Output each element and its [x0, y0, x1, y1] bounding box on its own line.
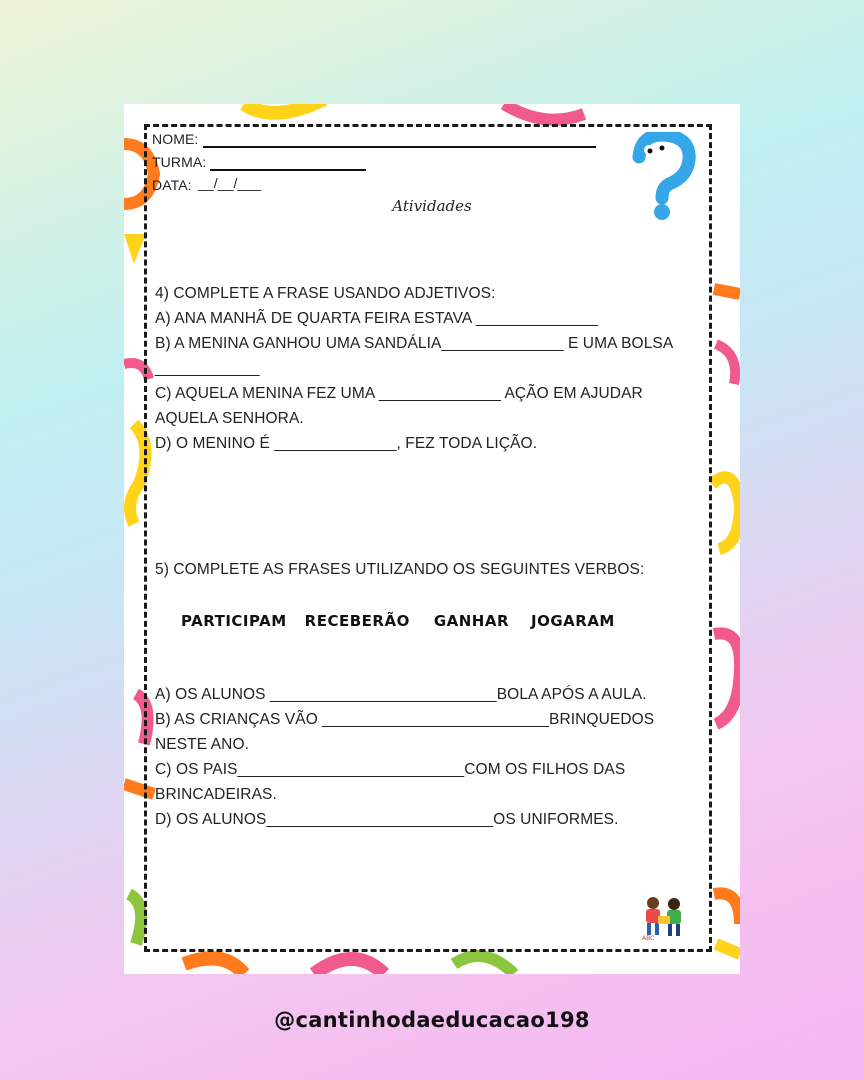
- q5-item-d: D) OS ALUNOS__________________________OS UNIFORMES.: [155, 811, 619, 828]
- class-label: TURMA:: [152, 154, 207, 170]
- q5-item-c-cont: BRINCADEIRAS.: [155, 786, 277, 803]
- verb-ganhar: GANHAR: [433, 612, 510, 630]
- social-handle[interactable]: @cantinhodaeducacao198: [274, 1008, 590, 1032]
- q4-item-d: D) O MENINO É ______________, FEZ TODA LIÇÃO.: [155, 435, 538, 452]
- q4-item-c: C) AQUELA MENINA FEZ UMA ______________ AÇÃO EM AJUDAR: [155, 385, 643, 402]
- kids-reading-icon: [640, 896, 688, 940]
- q5-prompt: 5) COMPLETE AS FRASES UTILIZANDO OS SEGUINTES VERBOS:: [155, 561, 645, 578]
- q5-item-b: B) AS CRIANÇAS VÃO __________________________BRINQUEDOS: [155, 711, 655, 728]
- q4-item-b: B) A MENINA GANHOU UMA SANDÁLIA______________ E UMA BOLSA: [155, 335, 674, 352]
- verb-participam: PARTICIPAM: [181, 612, 287, 630]
- q4-item-b-cont: ____________: [155, 360, 260, 377]
- svg-text:ABC: ABC: [642, 935, 655, 940]
- name-line[interactable]: [203, 146, 596, 148]
- worksheet-title: Atividades: [392, 197, 472, 215]
- date-label: DATA:: [152, 177, 192, 193]
- q5-item-c: C) OS PAIS__________________________COM OS FILHOS DAS: [155, 761, 626, 778]
- class-line[interactable]: [210, 169, 366, 171]
- q5-item-b-cont: NESTE ANO.: [155, 736, 250, 753]
- q4-item-c-cont: AQUELA SENHORA.: [155, 410, 304, 427]
- date-blank[interactable]: __/__/___: [198, 175, 262, 191]
- verb-jogaram: JOGARAM: [531, 612, 615, 630]
- worksheet-page: [124, 104, 740, 974]
- q5-item-a: A) OS ALUNOS __________________________BOLA APÓS A AULA.: [155, 686, 647, 703]
- q4-prompt: 4) COMPLETE A FRASE USANDO ADJETIVOS:: [155, 285, 496, 302]
- verb-bank: [181, 612, 615, 630]
- q4-item-a: A) ANA MANHÃ DE QUARTA FEIRA ESTAVA ______________: [155, 310, 598, 327]
- verb-receberao: RECEBERÃO: [304, 612, 410, 630]
- name-label: NOME:: [152, 131, 199, 147]
- question-mark-icon: [629, 132, 699, 222]
